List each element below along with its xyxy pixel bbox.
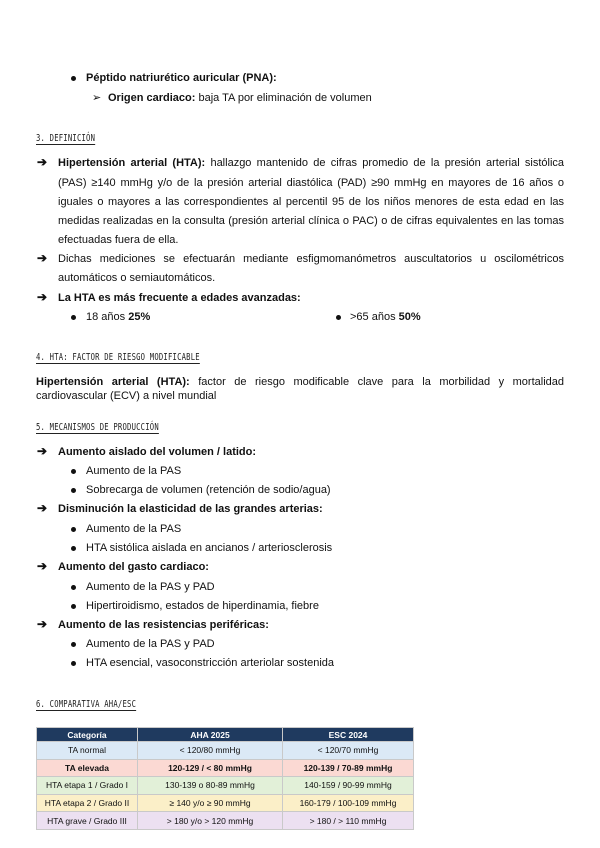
arrow-right-icon: ➔: [37, 444, 48, 458]
bullet-icon: [71, 315, 76, 320]
table-header-cell: ESC 2024: [283, 728, 414, 742]
pna-sub: [108, 91, 372, 105]
table-cell: > 180 y/o > 120 mmHg: [138, 812, 283, 830]
mech-group-1-title: Aumento aislado del volumen / latido:: [58, 446, 257, 458]
bullet-icon: [71, 76, 76, 81]
table-cell: > 180 / > 110 mmHg: [283, 812, 414, 830]
bullet-icon: [71, 488, 76, 493]
table-cell: < 120/70 mmHg: [283, 742, 414, 760]
table-cell: 130-139 o 80-89 mmHg: [138, 777, 283, 795]
mech-group-3-item-1: Aumento de la PAS y PAD: [86, 581, 215, 593]
freq-item-1-value: 25%: [128, 311, 151, 323]
bullet-icon: [71, 604, 76, 609]
sec4-bold: Hipertensión arterial (HTA):: [36, 376, 190, 388]
bullet-icon: [71, 661, 76, 666]
arrow-right-icon: ➔: [37, 559, 48, 573]
dichas-line-2: automáticos o semiautomáticos.: [58, 272, 216, 284]
bullet-icon: [336, 315, 341, 320]
bullet-icon: [71, 585, 76, 590]
freq-title: La HTA es más frecuente a edades avanzadas:: [58, 292, 301, 304]
table-cell: TA elevada: [37, 759, 138, 777]
freq-item-2-label: >65 años: [350, 311, 399, 323]
table-cell: TA normal: [37, 742, 138, 760]
table-row: [37, 777, 414, 795]
table-cell: 140-159 / 90-99 mmHg: [283, 777, 414, 795]
table-cell: HTA etapa 2 / Grado II: [37, 794, 138, 812]
mech-group-1-item-1: Aumento de la PAS: [86, 465, 182, 477]
arrow-right-icon: ➔: [37, 501, 48, 515]
hta-def-line-4: medidas realizadas en la consulta (presión arterial clínica o PAC) o de cifras equivalentes en las tomas: [58, 215, 564, 227]
table-row: [37, 812, 414, 830]
mech-group-1-item-2: Sobrecarga de volumen (retención de sodio/agua): [86, 484, 331, 496]
bullet-icon: [71, 546, 76, 551]
sec4-line-1: [36, 375, 564, 389]
arrow-right-icon: ➔: [37, 155, 48, 169]
section-5-heading: 5. MECANISMOS DE PRODUCCIÓN: [36, 422, 159, 433]
hta-def-line-1: [58, 156, 564, 170]
freq-item-1-label: 18 años: [86, 311, 129, 323]
pna-title: Péptido natriurético auricular (PNA):: [86, 72, 277, 84]
hta-def-line-2: (PAS) ≥140 mmHg y/o de la presión arterial diastólica (PAD) ≥90 mmHg en mayores de 16 años o: [58, 177, 564, 189]
arrow-right-icon: ➔: [37, 290, 48, 304]
pna-sub-text: baja TA por eliminación de volumen: [195, 92, 372, 104]
table-header-cell: AHA 2025: [138, 728, 283, 742]
bullet-icon: [71, 469, 76, 474]
bullet-icon: [71, 527, 76, 532]
section-4-heading: 4. HTA: FACTOR DE RIESGO MODIFICABLE: [36, 352, 200, 363]
sec4-text: factor de riesgo modificable clave para la morbilidad y mortalidad: [189, 376, 564, 388]
mech-group-4-title: Aumento de las resistencias periféricas:: [58, 619, 269, 631]
bullet-icon: [71, 642, 76, 647]
mech-group-4-item-1: Aumento de la PAS y PAD: [86, 638, 215, 650]
hta-def-bold: Hipertensión arterial (HTA):: [58, 157, 206, 169]
table-cell: 120-129 / < 80 mmHg: [138, 759, 283, 777]
table-header-row: [37, 728, 414, 742]
mech-group-2-title: Disminución la elasticidad de las grandes arterias:: [58, 503, 323, 515]
hta-def-line-5: efectuadas fuera de ella.: [58, 234, 179, 246]
pna-sub-label: Origen cardiaco:: [108, 92, 196, 104]
table-cell: HTA etapa 1 / Grado I: [37, 777, 138, 795]
freq-item-2-value: 50%: [398, 311, 421, 323]
hta-def-line-3: iguales o mayores a las correspondientes al percentil 95 de los niños menores de esta edad en las: [58, 196, 564, 208]
table-cell: HTA grave / Grado III: [37, 812, 138, 830]
dichas-line-1: Dichas mediciones se efectuarán mediante esfigmomanómetros auscultatorios u oscilométricos: [58, 253, 564, 265]
mech-group-3-item-2: Hipertiroidismo, estados de hiperdinamia, fiebre: [86, 600, 319, 612]
table-cell: < 120/80 mmHg: [138, 742, 283, 760]
mech-group-4-item-2: HTA esencial, vasoconstricción arteriolar sostenida: [86, 657, 335, 669]
table-header-cell: Categoría: [37, 728, 138, 742]
table-row: [37, 742, 414, 760]
table-cell: ≥ 140 y/o ≥ 90 mmHg: [138, 794, 283, 812]
sec4-line-2: cardiovascular (ECV) a nivel mundial: [36, 390, 217, 402]
freq-item-1: [86, 310, 150, 324]
table-row: [37, 794, 414, 812]
table-cell: 160-179 / 100-109 mmHg: [283, 794, 414, 812]
table-cell: 120-139 / 70-89 mmHg: [283, 759, 414, 777]
chevron-right-icon: ➢: [92, 92, 102, 104]
arrow-right-icon: ➔: [37, 617, 48, 631]
freq-item-2: [350, 310, 421, 324]
arrow-right-icon: ➔: [37, 251, 48, 265]
mech-group-2-item-2: HTA sistólica aislada en ancianos / arteriosclerosis: [86, 542, 333, 554]
mech-group-2-item-1: Aumento de la PAS: [86, 523, 182, 535]
table-row: [37, 759, 414, 777]
hta-def-text: hallazgo mantenido de cifras promedio de la presión arterial sistólica: [205, 157, 565, 169]
section-6-heading: 6. COMPARATIVA AHA/ESC: [36, 699, 137, 710]
mech-group-3-title: Aumento del gasto cardiaco:: [58, 561, 209, 573]
comparison-table: [36, 727, 414, 830]
section-3-heading: 3. DEFINICIÓN: [36, 133, 96, 144]
